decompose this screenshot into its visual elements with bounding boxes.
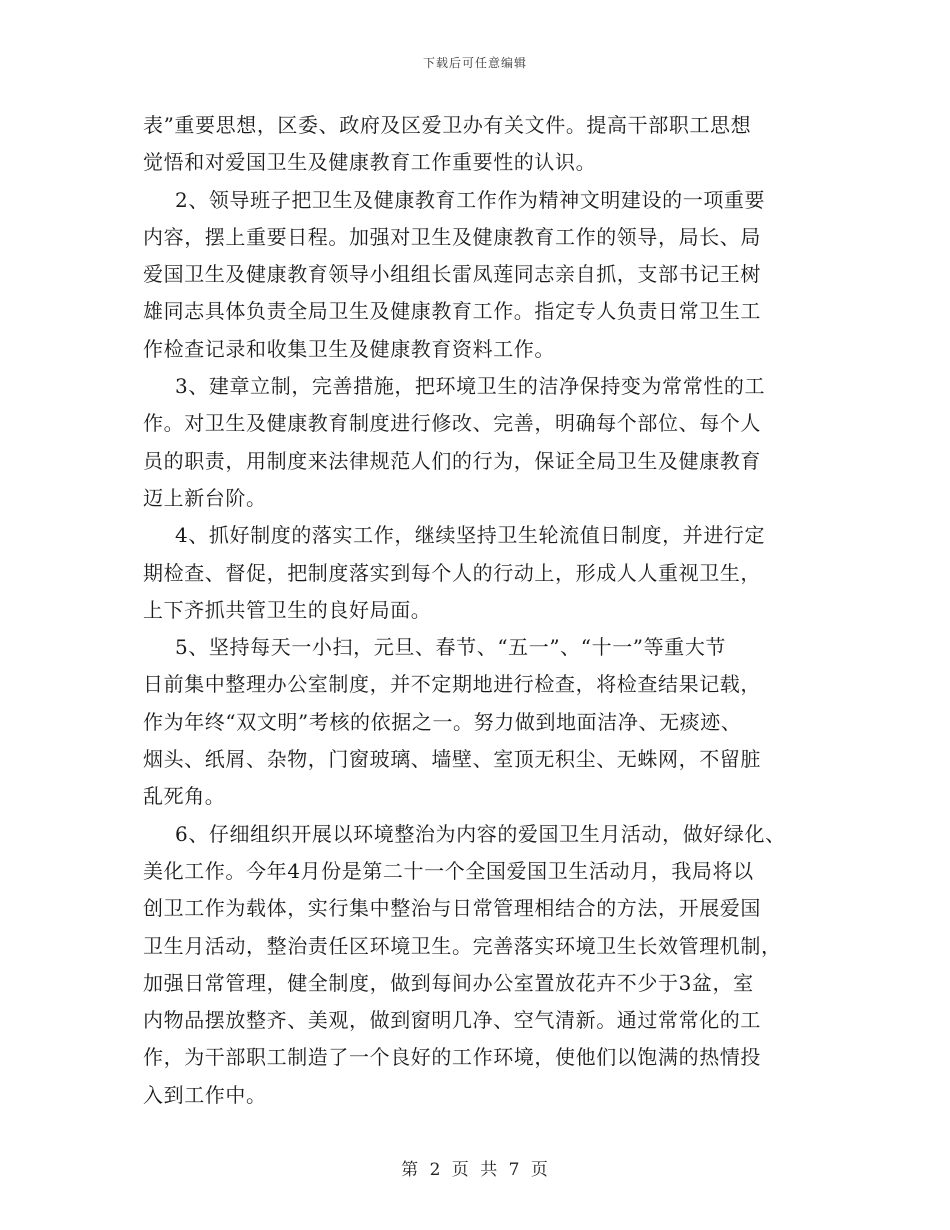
text-line: 入到工作中。	[143, 1082, 267, 1107]
text-line: 雄同志具体负责全局卫生及健康教育工作。指定专人负责日常卫生工	[143, 299, 761, 324]
page-number-footer: 第 2 页 共 7 页	[401, 1160, 549, 1180]
text-line: 作。对卫生及健康教育制度进行修改、完善，明确每个部位、每个人	[143, 411, 761, 436]
text-line: 期检查、督促，把制度落实到每个人的行动上，形成人人重视卫生，	[143, 560, 761, 585]
paragraph-start-line: 3、建章立制，完善措施，把环境卫生的洁净保持变为常常性的工	[175, 374, 766, 399]
document-body	[143, 107, 823, 1114]
page-header: 下载后可任意编辑	[422, 56, 527, 70]
text-line: 爱国卫生及健康教育领导小组组长雷凤莲同志亲自抓，支部书记王树	[143, 262, 761, 287]
text-line: 内物品摆放整齐、美观，做到窗明几净、空气清新。通过常常化的工	[143, 1008, 761, 1033]
text-line: 美化工作。今年4月份是第二十一个全国爱国卫生活动月，我局将以	[143, 858, 754, 883]
text-line: 内容，摆上重要日程。加强对卫生及健康教育工作的领导，局长、局	[143, 224, 761, 249]
text-line: 觉悟和对爱国卫生及健康教育工作重要性的认识。	[143, 150, 597, 175]
text-line: 作检查记录和收集卫生及健康教育资料工作。	[143, 336, 555, 361]
text-line: 卫生月活动，整治责任区环境卫生。完善落实环境卫生长效管理机制，	[143, 933, 782, 958]
text-line: 加强日常管理，健全制度，做到每间办公室置放花卉不少于3盆，室	[143, 970, 754, 995]
text-line: 日前集中整理办公室制度，并不定期地进行检查，将检查结果记载，	[143, 672, 761, 697]
paragraph-start-line: 6、仔细组织开展以环境整治为内容的爱国卫生月活动，做好绿化、	[175, 821, 786, 846]
paragraph-start-line: 4、抓好制度的落实工作，继续坚持卫生轮流值日制度，并进行定	[175, 523, 766, 548]
text-line: 迈上新台阶。	[143, 485, 267, 510]
text-line: 创卫工作为载体，实行集中整治与日常管理相结合的方法，开展爱国	[143, 896, 761, 921]
text-line: 员的职责，用制度来法律规范人们的行为，保证全局卫生及健康教育	[143, 448, 761, 473]
text-line: 表”重要思想，区委、政府及区爱卫办有关文件。提高干部职工思想	[143, 113, 752, 137]
text-line: 乱死角。	[143, 784, 226, 809]
paragraph-start-line: 2、领导班子把卫生及健康教育工作作为精神文明建设的一项重要	[175, 187, 766, 212]
text-line: 烟头、纸屑、杂物，门窗玻璃、墙壁、室顶无积尘、无蛛网，不留脏	[143, 747, 761, 772]
text-line: 上下齐抓共管卫生的良好局面。	[143, 597, 432, 622]
text-line: 作，为干部职工制造了一个良好的工作环境，使他们以饱满的热情投	[143, 1045, 761, 1070]
text-line: 作为年终“双文明”考核的依据之一。努力做到地面洁净、无痰迹、	[143, 709, 742, 734]
paragraph-start-line: 5、坚持每天一小扫，元旦、春节、“五一”、“十一”等重大节	[175, 635, 727, 660]
